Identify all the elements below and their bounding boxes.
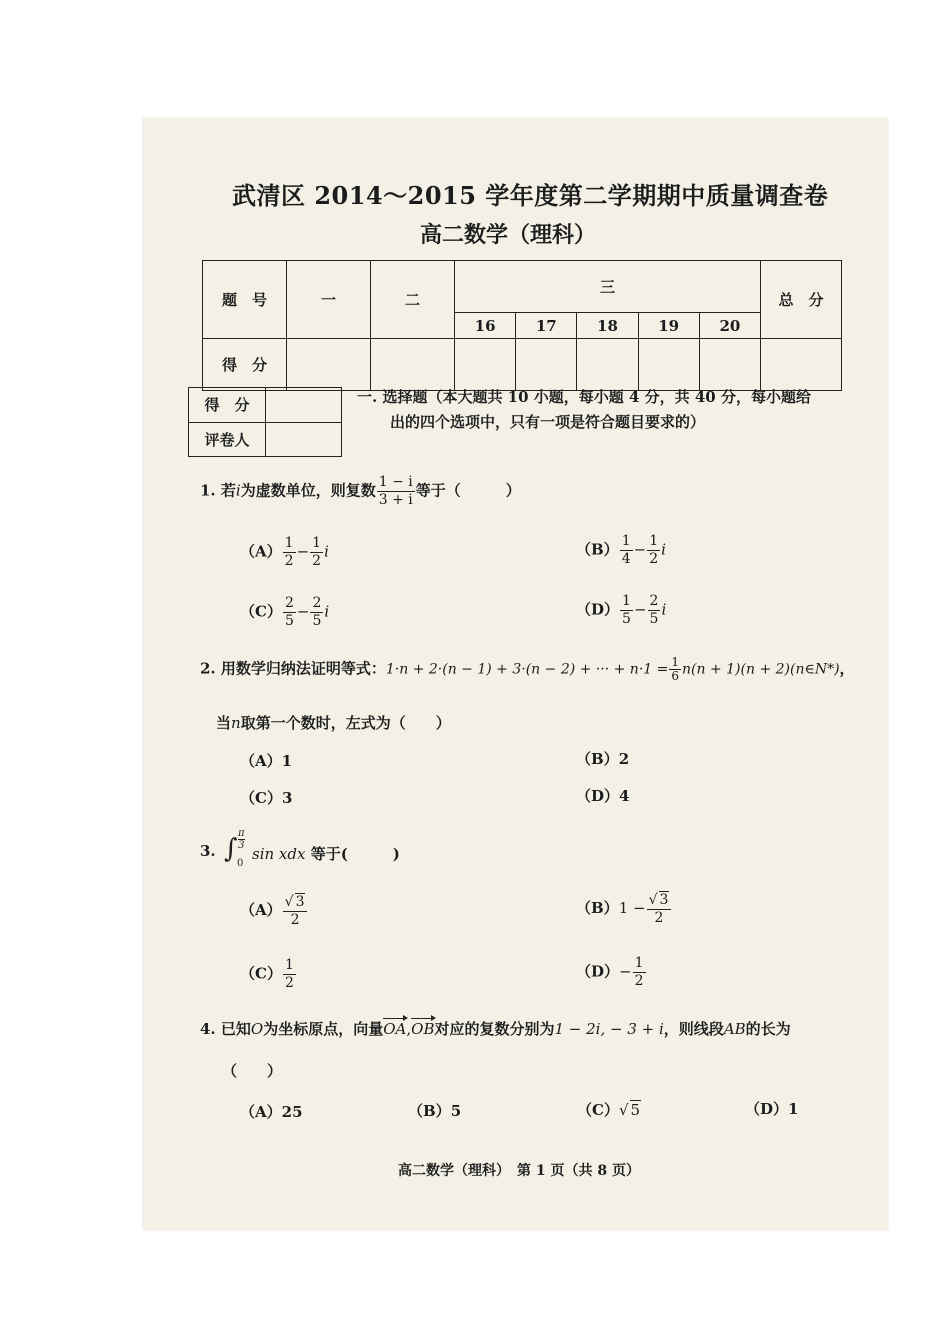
section-1-heading-line2: 出的四个选项中，只有一项是符合题目要求的） — [390, 413, 706, 431]
grader-box — [188, 387, 342, 457]
score-cell — [638, 339, 699, 391]
score-cell — [516, 339, 577, 391]
q2-option-a: （A）1 — [240, 752, 293, 770]
integral-upper-limit: π 3 — [238, 828, 245, 851]
page-footer: 高二数学（理科） 第 1 页（共 8 页） — [398, 1163, 640, 1179]
exam-subtitle: 高二数学（理科） — [420, 222, 597, 248]
label-question-number: 题 号 — [203, 261, 287, 339]
grader-score-cell — [266, 388, 342, 423]
section-1-heading-line1: 一. 选择题（本大题共 10 小题，每小题 4 分，共 40 分，每小题给 — [357, 388, 811, 406]
col-q16: 16 — [455, 313, 516, 339]
score-cell — [577, 339, 638, 391]
score-cell — [371, 339, 455, 391]
q4-option-c: （C）√ 5 — [577, 1101, 641, 1119]
score-cell — [287, 339, 371, 391]
q1-option-d: （D） $\frac{1}{5}$ − $\frac{2}{5}$ i — [576, 593, 667, 627]
q3-option-c: （C） $\frac{1}{2}$ — [240, 957, 294, 991]
col-section-2: 二 — [371, 261, 455, 339]
grader-name-cell — [266, 422, 342, 457]
grader-score-label: 得 分 — [189, 388, 266, 423]
q2-option-b: （B）2 — [576, 750, 630, 768]
q1-option-b: （B） $\frac{1}{4}$ − $\frac{1}{2}$ i — [576, 533, 666, 567]
col-q17: 17 — [516, 313, 577, 339]
score-cell — [761, 339, 842, 391]
grader-name-label: 评卷人 — [189, 422, 266, 457]
q3-option-d: （D）− $\frac{1}{2}$ — [576, 955, 644, 989]
question-3: 3. — [200, 842, 216, 860]
q4-option-b: （B）5 — [408, 1102, 462, 1120]
score-cell — [455, 339, 516, 391]
question-4-line2: （ ） — [222, 1062, 283, 1080]
exam-title: 武清区 2014～2015 学年度第二学期期中质量调查卷 — [232, 181, 829, 210]
integral-sign: ∫ — [224, 834, 238, 864]
integral-lower-limit: 0 — [237, 858, 244, 869]
q4-option-a: （A）25 — [240, 1103, 303, 1121]
q1-option-c: （C） $\frac{2}{5}$ − $\frac{2}{5}$ i — [240, 595, 330, 629]
col-q20: 20 — [699, 313, 760, 339]
score-cell — [699, 339, 760, 391]
label-score: 得 分 — [203, 339, 287, 391]
q3-option-a: （A） $\frac{√ 3}{2}$ — [240, 893, 308, 929]
col-section-1: 一 — [287, 261, 371, 339]
q2-option-d: （D）4 — [576, 787, 630, 805]
score-table — [202, 260, 842, 391]
question-1: 1. 若i为虚数单位，则复数 $\frac{1 - i}{3 + i}$ 等于（ ） — [200, 474, 521, 508]
q2-option-c: （C）3 — [240, 789, 293, 807]
question-4: 4. 已知O为坐标原点，向量OA,OB对应的复数分别为1 − 2i, − 3 + i，则线段AB的长为 — [200, 1020, 791, 1038]
question-2: 2. 用数学归纳法证明等式：1·n + 2·(n − 1) + 3·(n − 2) + ··· + n·1 = $\frac{1}{6}$ n(n + 1)(n + 2)(n∈N*)， — [200, 655, 855, 683]
q4-option-d: （D）1 — [745, 1100, 799, 1118]
col-total: 总 分 — [761, 261, 842, 339]
q1-option-a: （A） $\frac{1}{2}$ − $\frac{1}{2}$ i — [240, 535, 329, 569]
col-section-3: 三 — [455, 261, 761, 313]
question-2-line2: 当n取第一个数时，左式为（ ） — [216, 714, 451, 732]
q3-option-b: （B）1 − $\frac{√ 3}{2}$ — [576, 891, 672, 927]
col-q19: 19 — [638, 313, 699, 339]
col-q18: 18 — [577, 313, 638, 339]
question-3-body: sin xdx 等于( ) — [252, 845, 400, 863]
